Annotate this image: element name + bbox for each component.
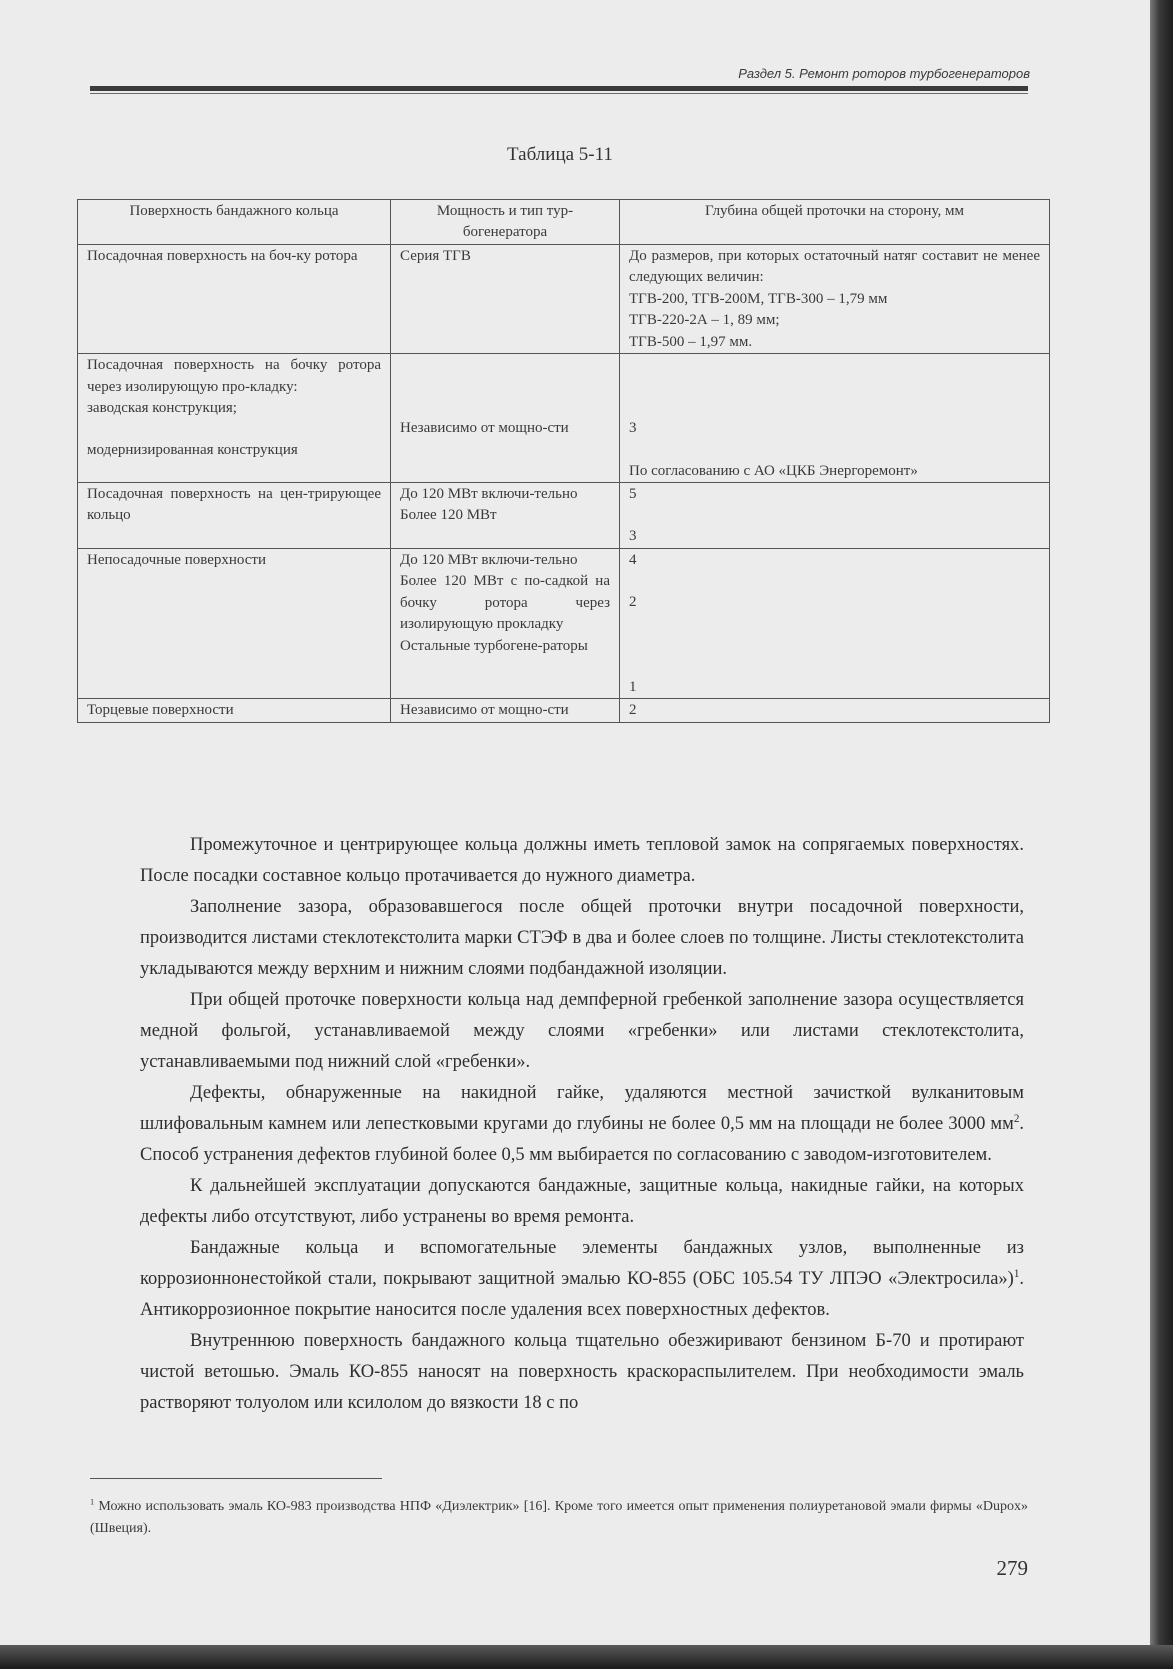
- cell-depth: [620, 699, 1050, 722]
- cell-line: ТГВ-200, ТГВ-200М, ТГВ-300 – 1,79 мм: [629, 290, 888, 307]
- cell-line: Остальные турбогене-раторы: [400, 637, 588, 654]
- cell-depth: [620, 482, 1050, 548]
- cell-line: До 120 МВт включи-тельно: [400, 485, 578, 502]
- scan-edge-bottom: [0, 1645, 1173, 1669]
- paragraph-text: Бандажные кольца и вспомогательные элементы бандажных узлов, выполненные из коррозионнонестойкой стали, покрывают защитной эмалью КО-855 (ОБС 105.54 ТУ ЛПЭО «Электросила»): [140, 1238, 1024, 1289]
- cell-surface: [78, 354, 391, 483]
- cell-surface: [78, 548, 391, 698]
- footnote-rule: [90, 1478, 382, 1479]
- cell-power: [391, 244, 620, 353]
- cell-line: Посадочная поверхность на бочку ротора через изолирующую про-кладку:: [87, 357, 381, 395]
- cell-line: Серия ТГВ: [400, 247, 471, 264]
- table-row: [78, 482, 1050, 548]
- cell-surface: [78, 699, 391, 722]
- cell-line: ТГВ-500 – 1,97 мм.: [629, 333, 753, 350]
- table-row: [78, 354, 1050, 483]
- cell-depth: [620, 548, 1050, 698]
- cell-line: модернизированная конструкция: [87, 442, 298, 459]
- cell-line: Посадочная поверхность на боч-ку ротора: [87, 247, 358, 264]
- cell-line: Более 120 МВт с по-садкой на бочку ротора через изолирующую прокладку: [400, 573, 610, 633]
- column-header-depth: Глубина общей проточки на сторону, мм: [620, 200, 1050, 245]
- cell-line: 2: [629, 594, 637, 611]
- paragraph: К дальнейшей эксплуатации допускаются бандажные, защитные кольца, накидные гайки, на которых дефекты либо отсутствуют, либо устранены во время ремонта.: [140, 1176, 1024, 1227]
- header-rule: [90, 86, 1028, 91]
- running-head: Раздел 5. Ремонт роторов турбогенераторов: [738, 66, 1030, 81]
- cell-power: [391, 548, 620, 698]
- cell-line: 4: [629, 551, 637, 568]
- paragraph: [140, 1233, 1024, 1326]
- cell-line: 5: [629, 485, 637, 502]
- cell-power: [391, 482, 620, 548]
- body-text: [140, 830, 1024, 1419]
- cell-line: Независимо от мощно-сти: [400, 420, 569, 437]
- cell-line: 1: [629, 678, 637, 695]
- cell-power: [391, 699, 620, 722]
- cell-power: [391, 354, 620, 483]
- cell-line: Посадочная поверхность на цен-трирующее кольцо: [87, 485, 381, 524]
- footnote-reference: 1: [1013, 1267, 1020, 1280]
- cell-line: До размеров, при которых остаточный натяг составит не менее следующих величин:: [629, 247, 1040, 286]
- cell-line: 3: [629, 420, 637, 437]
- scan-edge-right: [1150, 0, 1173, 1669]
- cell-depth: [620, 244, 1050, 353]
- table-row: [78, 699, 1050, 722]
- cell-line: ТГВ-220-2А – 1, 89 мм;: [629, 312, 780, 329]
- paragraph-text: . Антикоррозионное покрытие наносится после удаления всех поверхностных дефектов.: [140, 1269, 1024, 1320]
- cell-line: Торцевые поверхности: [87, 702, 234, 719]
- table-header-row: [78, 200, 1050, 245]
- superscript: 2: [1013, 1112, 1020, 1125]
- paragraph: Промежуточное и центрирующее кольца должны иметь тепловой замок на сопрягаемых поверхностях. После посадки составное кольцо протачивается до нужного диаметра.: [140, 835, 1024, 886]
- table-row: [78, 244, 1050, 353]
- paragraph: Заполнение зазора, образовавшегося после общей проточки внутри посадочной поверхности, производится листами стеклотекстолита марки СТЭФ в два и более слоев по толщине. Листы стеклотекстолита укладываются между верхним и нижним слоями подбандажной изоляции.: [140, 897, 1024, 979]
- footnote-mark: 1: [90, 1497, 95, 1507]
- cell-line: 2: [629, 702, 637, 719]
- cell-line: Более 120 МВт: [400, 507, 497, 524]
- table-row: [78, 548, 1050, 698]
- paragraph: [140, 1078, 1024, 1171]
- column-header-surface: Поверхность бандажного кольца: [78, 200, 391, 245]
- paragraph-text: . Способ устранения дефектов глубиной более 0,5 мм выбирается по согласованию с заводом-изготовителем.: [140, 1114, 1024, 1165]
- cell-surface: [78, 482, 391, 548]
- cell-depth: [620, 354, 1050, 483]
- column-header-power: Мощность и тип тур-богенератора: [391, 200, 620, 245]
- cell-line: заводская конструкция;: [87, 399, 237, 416]
- header-rule-thin: [90, 93, 1028, 94]
- cell-line: По согласованию с АО «ЦКБ Энергоремонт»: [629, 462, 918, 479]
- table-caption: Таблица 5-11: [507, 144, 613, 165]
- page-number: 279: [996, 1556, 1028, 1580]
- footnote: [90, 1496, 1028, 1540]
- paragraph-text: Дефекты, обнаруженные на накидной гайке, удаляются местной зачисткой вулканитовым шлифовальным камнем или лепестковыми кругами до глубины не более 0,5 мм на площади не более 3000 мм: [140, 1083, 1024, 1134]
- cell-line: Непосадочные поверхности: [87, 551, 267, 568]
- specification-table: [77, 199, 1050, 723]
- paragraph: При общей проточке поверхности кольца над демпферной гребенкой заполнение зазора осуществляется медной фольгой, устанавливаемой между слоями «гребенки» или листами стеклотекстолита, устанавливаемыми под нижний слой «гребенки».: [140, 990, 1024, 1072]
- paragraph: Внутреннюю поверхность бандажного кольца тщательно обезжиривают бензином Б-70 и протирают чистой ветошью. Эмаль КО-855 наносят на поверхность краскораспылителем. При необходимости эмаль растворяют толуолом или ксилолом до вязкости 18 с по: [140, 1331, 1024, 1413]
- footnote-text: Можно использовать эмаль КО-983 производства НПФ «Диэлектрик» [16]. Кроме того имеется опыт применения полиуретановой эмали фирмы «Dupox» (Швеция).: [90, 1499, 1028, 1536]
- cell-surface: [78, 244, 391, 353]
- cell-line: 3: [629, 528, 637, 545]
- cell-line: Независимо от мощно-сти: [400, 702, 569, 719]
- cell-line: До 120 МВт включи-тельно: [400, 551, 578, 568]
